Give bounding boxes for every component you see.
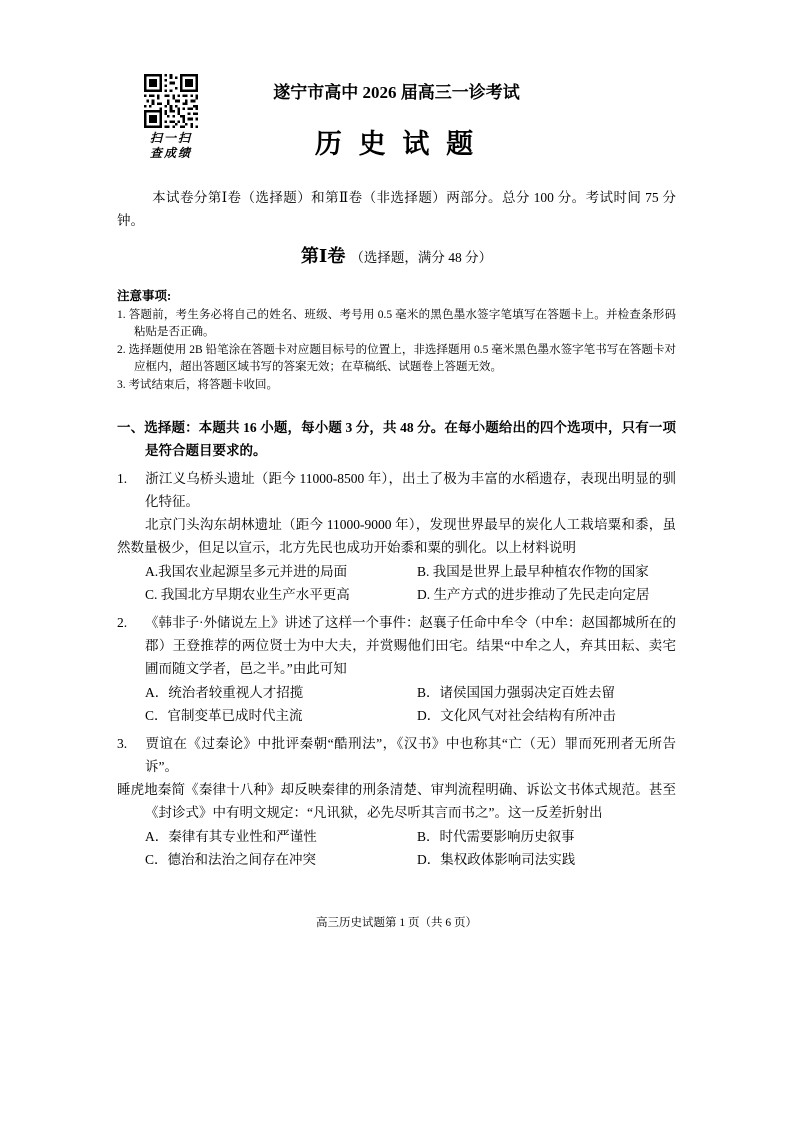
volume-title: 第Ⅰ卷	[300, 246, 346, 266]
qr-caption-line2: 查成绩	[149, 146, 192, 160]
question-3-paragraph-2: 睡虎地秦简《秦律十八种》却反映秦律的刑条清楚、审判流程明确、诉讼文书体式规范。甚至《封诊式》中有明文规定：“凡讯狱，必先尽听其言而书之”。这一反差折射出	[117, 781, 676, 820]
qr-caption-line1: 扫一扫	[149, 131, 192, 145]
exam-intro-paragraph: 本试卷分第Ⅰ卷（选择题）和第Ⅱ卷（非选择题）两部分。总分 100 分。考试时间 75 分钟。	[117, 190, 676, 228]
question-3-paragraph-1: 贾谊在《过秦论》中批评秦朝“酷刑法”，《汉书》中也称其“亡（无）罪而死刑者无所告诉”。	[145, 735, 676, 774]
notice-item-3: 3. 考试结束后，将答题卡收回。	[117, 379, 278, 391]
question-1-option-b: B. 我国是世界上最早种植农作物的国家	[417, 563, 649, 579]
question-2-paragraph-1: 《韩非子·外储说左上》讲述了这样一个事件：赵襄子任命中牟令（中牟：赵国都城所在的郡）王登推荐的两位贤士为中大夫，并赏赐他们田宅。结果“中牟之人，弃其田耘、卖宅圃而随文学者，邑之半。”由此可知	[145, 614, 676, 676]
question-2	[117, 611, 676, 727]
notice-title: 注意事项:	[117, 289, 172, 303]
question-2-option-a: A．统治者较重视人才招揽	[145, 684, 304, 700]
question-2-options	[117, 681, 676, 727]
question-1-option-a: A.我国农业起源呈多元并进的局面	[145, 563, 348, 579]
question-2-number: 2.	[117, 614, 128, 630]
question-2-text	[117, 611, 676, 680]
question-1	[117, 467, 676, 606]
question-2-option-b: B．诸侯国国力强弱决定百姓去留	[417, 684, 616, 700]
volume-subtitle: （选择题，满分 48 分）	[350, 250, 493, 265]
question-3-option-a: A．秦律有其专业性和严谨性	[145, 828, 317, 844]
question-3-options	[117, 825, 676, 871]
question-1-paragraph-2: 北京门头沟东胡林遗址（距今 11000-9000 年），发现世界最早的炭化人工栽培粟和黍，虽然数量极少，但足以宣示，北方先民也成功开始黍和粟的驯化。以上材料说明	[117, 516, 676, 555]
question-3	[117, 732, 676, 871]
volume-heading	[117, 244, 676, 270]
question-2-option-c: C．官制变革已成时代主流	[145, 707, 303, 723]
qr-code-block	[141, 74, 201, 161]
notice-item-2: 2. 选择题使用 2B 铅笔涂在答题卡对应题目标号的位置上，非选择题用 0.5 毫米黑色墨水签字笔书写在答题卡对应框内，超出答题区域书写的答案无效；在草稿纸、试题卷上答题无效。	[117, 344, 676, 373]
exam-session-title: 遂宁市高中 2026 届高三一诊考试	[273, 83, 520, 102]
question-2-option-d: D．文化风气对社会结构有所冲击	[417, 707, 616, 723]
subject-title: 历 史 试 题	[314, 129, 479, 159]
notice-item-1: 1. 答题前，考生务必将自己的姓名、班级、考号用 0.5 毫米的黑色墨水签字笔填写在答题卡上。并检查条形码粘贴是否正确。	[117, 309, 676, 338]
question-3-option-c: C．德治和法治之间存在冲突	[145, 851, 317, 867]
question-3-option-d: D．集权政体影响司法实践	[417, 851, 576, 867]
question-1-paragraph-1: 浙江义乌桥头遗址（距今 11000-8500 年），出土了极为丰富的水稻遗存，表现出明显的驯化特征。	[145, 470, 676, 509]
question-1-options	[117, 560, 676, 606]
question-1-option-c: C. 我国北方早期农业生产水平更高	[145, 586, 350, 602]
question-3-number: 3.	[117, 735, 128, 751]
page-footer: 高三历史试题第 1 页（共 6 页）	[316, 917, 477, 929]
question-3-text	[117, 732, 676, 778]
question-1-option-d: D. 生产方式的进步推动了先民走向定居	[417, 586, 650, 602]
section-instruction: 一、选择题：本题共 16 小题，每小题 3 分，共 48 分。在每小题给出的四个选项中，只有一项是符合题目要求的。	[117, 419, 676, 458]
notice-list	[117, 307, 676, 394]
question-1-number: 1.	[117, 470, 128, 486]
question-1-text	[117, 467, 676, 513]
qr-code-icon	[144, 74, 198, 128]
question-3-option-b: B．时代需要影响历史叙事	[417, 828, 575, 844]
